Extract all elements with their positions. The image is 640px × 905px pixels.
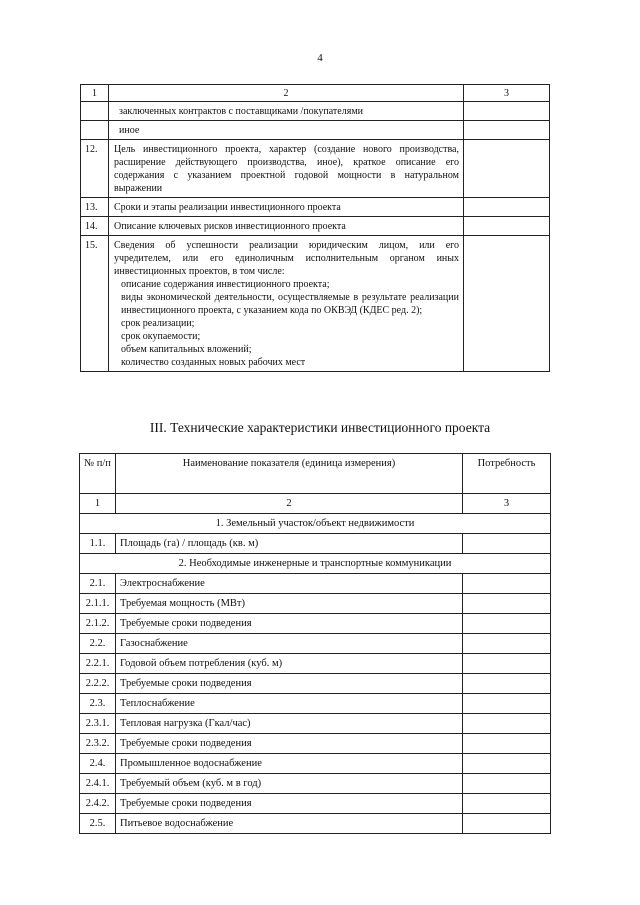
need-value-cell[interactable]	[463, 594, 551, 614]
row-number: 2.1.	[80, 574, 116, 594]
need-value-cell[interactable]	[463, 794, 551, 814]
indicator-name: Требуемые сроки подведения	[116, 614, 463, 634]
table-row	[81, 121, 550, 140]
table-row	[80, 774, 551, 794]
column-number: 3	[463, 494, 551, 514]
need-value-cell[interactable]	[463, 634, 551, 654]
row-number: 14.	[81, 217, 109, 236]
row-number: 2.1.2.	[80, 614, 116, 634]
value-cell[interactable]	[464, 217, 550, 236]
row-number: 2.2.	[80, 634, 116, 654]
row-number	[81, 102, 109, 121]
table-row	[80, 674, 551, 694]
need-value-cell[interactable]	[463, 714, 551, 734]
table-row	[80, 614, 551, 634]
description-line: описание содержания инвестиционного проекта;	[121, 279, 330, 290]
description-line: заключенных контрактов с поставщиками /покупателями	[119, 106, 363, 117]
page-number: 4	[317, 52, 323, 64]
indicator-name: Требуемые сроки подведения	[116, 794, 463, 814]
description-line: Сроки и этапы реализации инвестиционного проекта	[114, 202, 341, 213]
technical-characteristics-table	[79, 453, 551, 834]
need-value-cell[interactable]	[463, 614, 551, 634]
row-description	[109, 236, 464, 372]
need-value-cell[interactable]	[463, 694, 551, 714]
column-header-name: Наименование показателя (единица измерения)	[116, 454, 463, 494]
table-row	[80, 714, 551, 734]
column-header: 3	[464, 85, 550, 102]
description-line: объем капитальных вложений;	[121, 344, 252, 355]
need-value-cell[interactable]	[463, 754, 551, 774]
need-value-cell[interactable]	[463, 574, 551, 594]
project-info-table	[80, 84, 550, 372]
value-cell[interactable]	[464, 236, 550, 372]
section-title: III. Технические характеристики инвестиционного проекта	[149, 420, 491, 435]
row-description	[109, 198, 464, 217]
column-header: 2	[109, 85, 464, 102]
column-number: 2	[116, 494, 463, 514]
value-cell[interactable]	[464, 121, 550, 140]
row-number: 15.	[81, 236, 109, 372]
row-number: 2.3.2.	[80, 734, 116, 754]
row-description	[109, 140, 464, 198]
row-number: 2.4.1.	[80, 774, 116, 794]
section-row	[80, 554, 551, 574]
row-number: 12.	[81, 140, 109, 198]
description-line: Цель инвестиционного проекта, характер (создание нового производства, расширение действующего производства, иное), краткое описание его содержания с указанием проектной годовой мощности в натуральном выражении	[114, 144, 459, 194]
table-row	[80, 734, 551, 754]
value-cell[interactable]	[464, 140, 550, 198]
table-row	[81, 217, 550, 236]
indicator-name: Питьевое водоснабжение	[116, 814, 463, 834]
description-line: Сведения об успешности реализации юридическим лицом, или его учредителем, или его единоличным исполнительным органом иных инвестиционных проектов, в том числе:	[114, 240, 459, 277]
row-number: 2.4.2.	[80, 794, 116, 814]
indicator-name: Промышленное водоснабжение	[116, 754, 463, 774]
column-header-number: № п/п	[80, 454, 116, 494]
indicator-name: Тепловая нагрузка (Гкал/час)	[116, 714, 463, 734]
need-value-cell[interactable]	[463, 674, 551, 694]
indicator-name: Электроснабжение	[116, 574, 463, 594]
need-value-cell[interactable]	[463, 734, 551, 754]
table-row	[80, 594, 551, 614]
row-number: 2.3.	[80, 694, 116, 714]
need-value-cell[interactable]	[463, 654, 551, 674]
indicator-name: Требуемая мощность (МВт)	[116, 594, 463, 614]
description-line: срок окупаемости;	[121, 331, 201, 342]
description-line: Описание ключевых рисков инвестиционного проекта	[114, 221, 346, 232]
row-description	[109, 217, 464, 236]
row-number: 2.1.1.	[80, 594, 116, 614]
row-number: 2.2.2.	[80, 674, 116, 694]
need-value-cell[interactable]	[463, 534, 551, 554]
row-description	[109, 121, 464, 140]
indicator-name: Требуемый объем (куб. м в год)	[116, 774, 463, 794]
table-row	[80, 534, 551, 554]
column-number: 1	[80, 494, 116, 514]
column-numbers-row	[80, 494, 551, 514]
table-row	[80, 794, 551, 814]
column-header-need: Потребность	[463, 454, 551, 494]
indicator-name: Площадь (га) / площадь (кв. м)	[116, 534, 463, 554]
row-number: 13.	[81, 198, 109, 217]
column-header: 1	[81, 85, 109, 102]
table-row	[80, 694, 551, 714]
section-label: 2. Необходимые инженерные и транспортные коммуникации	[80, 554, 551, 574]
indicator-name: Газоснабжение	[116, 634, 463, 654]
indicator-name: Теплоснабжение	[116, 694, 463, 714]
table-row	[80, 754, 551, 774]
row-number: 1.1.	[80, 534, 116, 554]
table-row	[80, 654, 551, 674]
indicator-name: Требуемые сроки подведения	[116, 734, 463, 754]
section-row	[80, 514, 551, 534]
indicator-name: Годовой объем потребления (куб. м)	[116, 654, 463, 674]
value-cell[interactable]	[464, 198, 550, 217]
table-row	[81, 102, 550, 121]
table-row	[81, 198, 550, 217]
description-line: иное	[119, 125, 140, 136]
row-number: 2.3.1.	[80, 714, 116, 734]
row-number: 2.4.	[80, 754, 116, 774]
header-row	[80, 454, 551, 494]
description-line: срок реализации;	[121, 318, 195, 329]
table-row	[80, 634, 551, 654]
description-line: количество созданных новых рабочих мест	[121, 357, 306, 368]
need-value-cell[interactable]	[463, 774, 551, 794]
table-row	[80, 814, 551, 834]
table-row	[81, 236, 550, 372]
description-line: виды экономической деятельности, осуществляемые в результате реализации инвестиционного проекта, с указанием кода по ОКВЭД (КДЕС ред. 2);	[121, 292, 459, 316]
section-label: 1. Земельный участок/объект недвижимости	[80, 514, 551, 534]
header-row	[81, 85, 550, 102]
row-number	[81, 121, 109, 140]
table-row	[81, 140, 550, 198]
table-row	[80, 574, 551, 594]
row-description	[109, 102, 464, 121]
indicator-name: Требуемые сроки подведения	[116, 674, 463, 694]
value-cell[interactable]	[464, 102, 550, 121]
need-value-cell[interactable]	[463, 814, 551, 834]
row-number: 2.2.1.	[80, 654, 116, 674]
row-number: 2.5.	[80, 814, 116, 834]
